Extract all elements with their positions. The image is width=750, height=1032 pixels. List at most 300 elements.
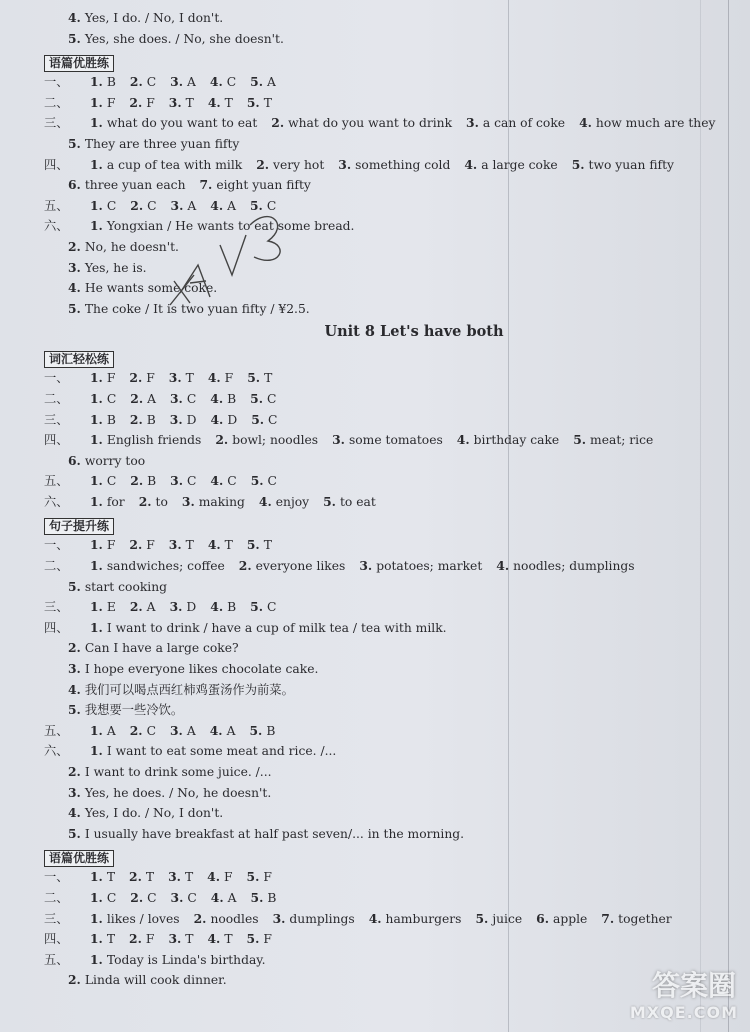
item-answer: B xyxy=(146,412,156,427)
answer-item xyxy=(90,371,115,385)
item-answer: C xyxy=(268,412,278,427)
answer-item xyxy=(68,703,183,717)
item-number: 3. xyxy=(168,537,182,553)
item-number: 3. xyxy=(68,259,81,275)
item-answer: likes / loves xyxy=(106,911,180,926)
item-answer: A xyxy=(226,723,236,738)
answer-item xyxy=(68,641,239,655)
answer-item xyxy=(247,371,272,385)
item-answer: He wants some coke. xyxy=(84,281,218,296)
item-answer: T xyxy=(263,538,272,553)
item-answer: C xyxy=(146,75,157,90)
item-answer: A xyxy=(267,75,276,90)
item-number: 3. xyxy=(168,94,182,110)
item-number: 3. xyxy=(359,558,373,574)
item-answer: dumplings xyxy=(289,911,355,926)
item-answer: T xyxy=(185,371,194,386)
item-answer: sandwiches; coffee xyxy=(106,559,225,574)
answer-item xyxy=(247,96,272,110)
item-number: 2. xyxy=(129,599,143,615)
item-answer: a cup of tea with milk xyxy=(106,157,243,172)
answer-item xyxy=(90,392,116,406)
item-answer: meat; rice xyxy=(590,433,654,448)
answer-item xyxy=(90,744,336,758)
item-number: 1. xyxy=(90,197,103,213)
item-answer: A xyxy=(147,391,156,406)
section-header xyxy=(44,515,704,533)
section-title: 语篇优胜练 xyxy=(44,55,114,72)
item-answer: 我想要一些冷饮。 xyxy=(84,703,184,718)
item-answer: something cold xyxy=(355,157,451,172)
answer-item xyxy=(130,891,156,905)
item-answer: F xyxy=(146,371,155,386)
item-answer: A xyxy=(106,723,116,738)
item-answer: A xyxy=(186,723,196,738)
item-number: 3. xyxy=(170,889,184,905)
answer-line xyxy=(44,597,704,618)
answer-item xyxy=(170,724,196,738)
item-answer: for xyxy=(106,494,125,509)
item-number: 2. xyxy=(68,764,81,779)
item-answer: making xyxy=(198,494,245,509)
item-number: 5. xyxy=(68,135,81,151)
item-answer: B xyxy=(227,600,237,615)
answer-item xyxy=(251,413,277,427)
question-group-label: 四、 xyxy=(44,433,69,448)
item-answer: T xyxy=(264,371,273,386)
item-number: 4. xyxy=(68,681,81,697)
item-answer: enjoy xyxy=(275,494,310,509)
answer-item xyxy=(90,199,116,213)
question-group-label: 三、 xyxy=(44,116,69,131)
answer-item xyxy=(210,199,236,213)
item-answer: Yes, I do. / No, I don't. xyxy=(84,11,224,25)
item-answer: apple xyxy=(553,911,588,926)
answer-item xyxy=(90,538,115,552)
section-title: 句子提升练 xyxy=(44,518,114,535)
answer-item xyxy=(68,973,227,987)
answer-item xyxy=(68,786,271,800)
item-number: 3. xyxy=(181,493,195,509)
unit-title: Unit 8 Let's have both xyxy=(324,323,504,341)
item-answer: what do you want to eat xyxy=(106,116,258,131)
answer-line xyxy=(44,155,704,176)
answer-line xyxy=(44,237,704,258)
item-answer: They are three yuan fifty xyxy=(84,136,240,151)
answer-item xyxy=(171,891,197,905)
item-answer: F xyxy=(106,538,116,553)
answer-item xyxy=(573,433,653,447)
item-number: 5. xyxy=(250,473,264,489)
item-answer: birthday cake xyxy=(473,433,560,448)
item-answer: F xyxy=(223,870,233,885)
item-number: 1. xyxy=(90,94,103,110)
item-answer: hamburgers xyxy=(385,911,462,926)
item-answer: F xyxy=(106,95,116,110)
item-answer: T xyxy=(185,932,194,947)
item-number: 2. xyxy=(130,889,144,905)
item-answer: A xyxy=(187,75,196,90)
answer-item xyxy=(130,413,156,427)
item-answer: T xyxy=(263,95,272,110)
answer-item xyxy=(256,158,324,172)
item-number: 1. xyxy=(90,218,103,234)
answer-line xyxy=(44,113,716,134)
item-answer: B xyxy=(227,391,237,406)
answer-item xyxy=(68,683,294,697)
item-answer: I usually have breakfast at half past seven/... in the morning. xyxy=(84,826,465,841)
section-header xyxy=(44,348,704,366)
item-answer: T xyxy=(145,870,155,885)
answer-item xyxy=(210,600,236,614)
item-answer: T xyxy=(185,95,194,110)
item-answer: B xyxy=(266,723,276,738)
item-number: 1. xyxy=(90,722,103,738)
answer-item xyxy=(496,559,634,573)
item-answer: Linda will cook dinner. xyxy=(84,973,227,988)
answer-line xyxy=(44,175,704,196)
item-number: 5. xyxy=(250,197,263,213)
answer-item xyxy=(90,953,266,967)
item-number: 1. xyxy=(90,156,103,172)
answer-item xyxy=(68,827,464,841)
answer-line xyxy=(44,867,704,888)
answer-item xyxy=(332,433,443,447)
item-answer: juice xyxy=(492,911,523,926)
item-answer: C xyxy=(267,600,277,615)
answer-line xyxy=(44,803,704,824)
answer-item xyxy=(194,912,259,926)
item-number: 2. xyxy=(271,115,285,131)
answer-item xyxy=(170,474,196,488)
item-answer: bowl; noodles xyxy=(232,433,319,448)
answer-item xyxy=(200,178,311,192)
item-number: 3. xyxy=(170,74,183,90)
item-number: 4. xyxy=(207,94,221,110)
item-number: 1. xyxy=(90,370,103,386)
item-answer: D xyxy=(227,412,238,427)
item-number: 5. xyxy=(475,910,489,926)
answer-line xyxy=(44,299,704,320)
item-number: 4. xyxy=(207,537,221,553)
answer-item xyxy=(170,413,197,427)
answer-item xyxy=(170,75,196,89)
item-answer: Yes, she does. / No, she doesn't. xyxy=(84,31,284,46)
answer-item xyxy=(572,158,674,172)
item-number: 1. xyxy=(90,558,103,574)
answer-item xyxy=(239,559,346,573)
item-number: 1. xyxy=(90,115,103,131)
item-number: 6. xyxy=(68,177,81,193)
item-answer: a can of coke xyxy=(482,116,566,131)
answer-item xyxy=(208,96,233,110)
answer-item xyxy=(90,116,257,130)
answer-item xyxy=(68,261,147,275)
item-number: 5. xyxy=(246,94,260,110)
answer-item xyxy=(68,11,223,25)
answer-item xyxy=(250,75,276,89)
answer-item xyxy=(68,281,217,295)
item-answer: T xyxy=(184,870,194,885)
question-group-label: 六、 xyxy=(44,219,69,234)
answer-item xyxy=(90,870,115,884)
answer-item xyxy=(207,870,232,884)
answer-item xyxy=(90,559,225,573)
question-group-label: 四、 xyxy=(44,620,69,635)
item-number: 2. xyxy=(68,640,81,656)
item-number: 4. xyxy=(68,805,81,821)
item-number: 4. xyxy=(456,432,470,448)
answer-line xyxy=(44,389,704,410)
item-number: 5. xyxy=(68,578,81,594)
item-number: 1. xyxy=(90,411,103,427)
answer-item xyxy=(271,116,452,130)
item-number: 4. xyxy=(368,910,382,926)
item-number: 4. xyxy=(207,869,220,885)
item-answer: everyone likes xyxy=(255,559,346,574)
item-number: 1. xyxy=(90,599,103,615)
answer-item xyxy=(90,495,125,509)
answer-item xyxy=(170,600,197,614)
answer-item xyxy=(90,158,242,172)
item-answer: C xyxy=(266,198,277,213)
item-answer: Can I have a large coke? xyxy=(84,641,239,656)
item-number: 2. xyxy=(129,722,143,738)
item-number: 1. xyxy=(90,869,103,885)
answer-line xyxy=(44,492,704,513)
answer-item xyxy=(210,474,236,488)
question-group-label: 一、 xyxy=(44,538,69,553)
item-answer: C xyxy=(227,474,237,489)
answer-line xyxy=(44,278,704,299)
question-group-label: 二、 xyxy=(44,391,69,406)
item-number: 4. xyxy=(210,599,224,615)
question-group-label: 五、 xyxy=(44,723,69,738)
item-answer: C xyxy=(187,890,197,905)
item-number: 4. xyxy=(209,722,223,738)
item-answer: Yes, he does. / No, he doesn't. xyxy=(84,785,272,800)
item-answer: 我们可以喝点西红柿鸡蛋汤作为前菜。 xyxy=(84,682,294,697)
item-number: 6. xyxy=(68,452,81,468)
item-number: 2. xyxy=(130,390,144,406)
answer-item xyxy=(251,474,277,488)
answer-line xyxy=(44,721,704,742)
answer-item xyxy=(210,413,237,427)
item-number: 6. xyxy=(536,910,549,926)
answer-item xyxy=(250,199,276,213)
answer-item xyxy=(130,199,156,213)
question-group-label: 三、 xyxy=(44,412,69,427)
item-number: 4. xyxy=(68,280,81,296)
item-answer: E xyxy=(106,600,116,615)
item-answer: C xyxy=(226,75,237,90)
item-number: 3. xyxy=(466,115,479,131)
item-answer: T xyxy=(106,932,116,947)
answer-item xyxy=(323,495,376,509)
item-answer: I want to drink / have a cup of milk tea / tea with milk. xyxy=(106,620,447,635)
item-number: 4. xyxy=(210,889,224,905)
question-group-label: 六、 xyxy=(44,494,69,509)
item-number: 2. xyxy=(68,238,81,254)
answer-item xyxy=(259,495,309,509)
item-number: 3. xyxy=(168,931,182,947)
item-number: 2. xyxy=(238,558,252,574)
answer-item xyxy=(130,724,156,738)
answer-item xyxy=(215,433,318,447)
answer-item xyxy=(579,116,715,130)
question-group-label: 一、 xyxy=(44,870,69,885)
item-answer: noodles; dumplings xyxy=(513,559,635,574)
answer-item xyxy=(169,96,194,110)
item-number: 5. xyxy=(246,537,260,553)
answer-line xyxy=(44,762,704,783)
answer-line xyxy=(44,196,704,217)
item-number: 5. xyxy=(247,370,261,386)
answer-item xyxy=(90,96,115,110)
answer-line xyxy=(44,909,704,930)
item-answer: worry too xyxy=(84,453,146,468)
item-number: 3. xyxy=(332,432,345,448)
item-number: 2. xyxy=(129,411,143,427)
item-answer: to eat xyxy=(339,494,376,509)
answer-item xyxy=(251,891,277,905)
item-answer: F xyxy=(145,932,155,947)
item-answer: very hot xyxy=(273,157,325,172)
section-header xyxy=(44,847,704,865)
item-answer: T xyxy=(106,870,116,885)
answer-line xyxy=(44,577,704,598)
item-answer: F xyxy=(146,95,155,110)
item-number: 7. xyxy=(199,177,213,193)
answer-line xyxy=(44,741,704,762)
answer-item xyxy=(68,454,145,468)
item-number: 1. xyxy=(90,951,103,967)
item-number: 5. xyxy=(249,722,263,738)
question-group-label: 四、 xyxy=(44,157,69,172)
item-answer: noodles xyxy=(210,911,259,926)
item-number: 3. xyxy=(68,784,81,800)
item-answer: C xyxy=(106,474,117,489)
item-number: 2. xyxy=(215,432,229,448)
item-answer: T xyxy=(224,932,233,947)
item-number: 5. xyxy=(323,493,336,509)
item-answer: B xyxy=(106,75,116,90)
item-number: 3. xyxy=(170,197,184,213)
answer-line xyxy=(44,72,704,93)
item-number: 3. xyxy=(272,910,286,926)
answer-line xyxy=(44,430,704,451)
answer-item xyxy=(182,495,245,509)
question-group-label: 三、 xyxy=(44,600,69,615)
item-number: 4. xyxy=(258,493,272,509)
answer-item xyxy=(171,199,197,213)
answer-item xyxy=(90,75,116,89)
answer-item xyxy=(208,538,233,552)
answer-line xyxy=(44,29,704,50)
item-number: 1. xyxy=(90,619,103,635)
answer-item xyxy=(90,219,354,233)
answer-item xyxy=(207,932,232,946)
item-number: 1. xyxy=(90,493,103,509)
item-answer: a large coke xyxy=(481,157,558,172)
answer-line xyxy=(44,659,704,680)
item-answer: how much are they xyxy=(595,116,716,131)
item-number: 1. xyxy=(90,74,103,90)
answer-item xyxy=(249,724,275,738)
item-number: 4. xyxy=(68,10,81,25)
answer-item xyxy=(129,96,154,110)
item-number: 2. xyxy=(138,493,152,509)
answer-line xyxy=(44,258,704,279)
item-answer: Yongxian / He wants to eat some bread. xyxy=(106,219,355,234)
item-number: 4. xyxy=(210,197,224,213)
answer-item xyxy=(170,392,196,406)
answer-line xyxy=(44,929,704,950)
item-number: 2. xyxy=(129,537,143,553)
item-answer: C xyxy=(106,890,117,905)
item-number: 3. xyxy=(169,411,183,427)
item-answer: F xyxy=(106,371,116,386)
answer-item xyxy=(338,158,450,172)
item-number: 1. xyxy=(90,390,103,406)
item-answer: C xyxy=(147,890,157,905)
answer-item xyxy=(211,891,237,905)
item-answer: C xyxy=(106,198,117,213)
answer-item xyxy=(90,724,116,738)
item-number: 3. xyxy=(170,390,183,406)
answer-item xyxy=(90,433,201,447)
item-answer: C xyxy=(187,474,197,489)
answer-item xyxy=(129,371,154,385)
item-number: 2. xyxy=(130,473,144,489)
item-number: 5. xyxy=(571,156,585,172)
answer-item xyxy=(247,870,272,884)
item-answer: T xyxy=(224,538,233,553)
answer-item xyxy=(369,912,462,926)
answer-item xyxy=(90,912,180,926)
item-answer: C xyxy=(106,391,117,406)
answer-item xyxy=(68,662,318,676)
item-number: 2. xyxy=(256,156,270,172)
answer-line xyxy=(44,618,704,639)
section-title: 词汇轻松练 xyxy=(44,351,114,368)
item-number: 1. xyxy=(90,910,103,926)
item-number: 1. xyxy=(90,537,103,553)
answer-item xyxy=(130,75,156,89)
answer-item xyxy=(210,392,236,406)
item-number: 2. xyxy=(129,94,143,110)
item-answer: to xyxy=(155,494,168,509)
answer-item xyxy=(168,932,193,946)
item-number: 1. xyxy=(90,931,103,947)
answer-item xyxy=(466,116,565,130)
answer-item xyxy=(90,621,447,635)
item-number: 5. xyxy=(250,74,263,90)
item-answer: Today is Linda's birthday. xyxy=(106,952,266,967)
answer-line xyxy=(44,556,704,577)
item-number: 4. xyxy=(210,390,224,406)
item-number: 5. xyxy=(250,889,264,905)
item-answer: start cooking xyxy=(84,579,168,594)
answer-line xyxy=(44,700,704,721)
answer-item xyxy=(169,371,194,385)
answer-line xyxy=(44,8,704,29)
item-number: 4. xyxy=(207,931,221,947)
item-number: 5. xyxy=(250,599,263,615)
answer-line xyxy=(44,134,704,155)
answer-item xyxy=(475,912,522,926)
item-answer: C xyxy=(267,391,277,406)
